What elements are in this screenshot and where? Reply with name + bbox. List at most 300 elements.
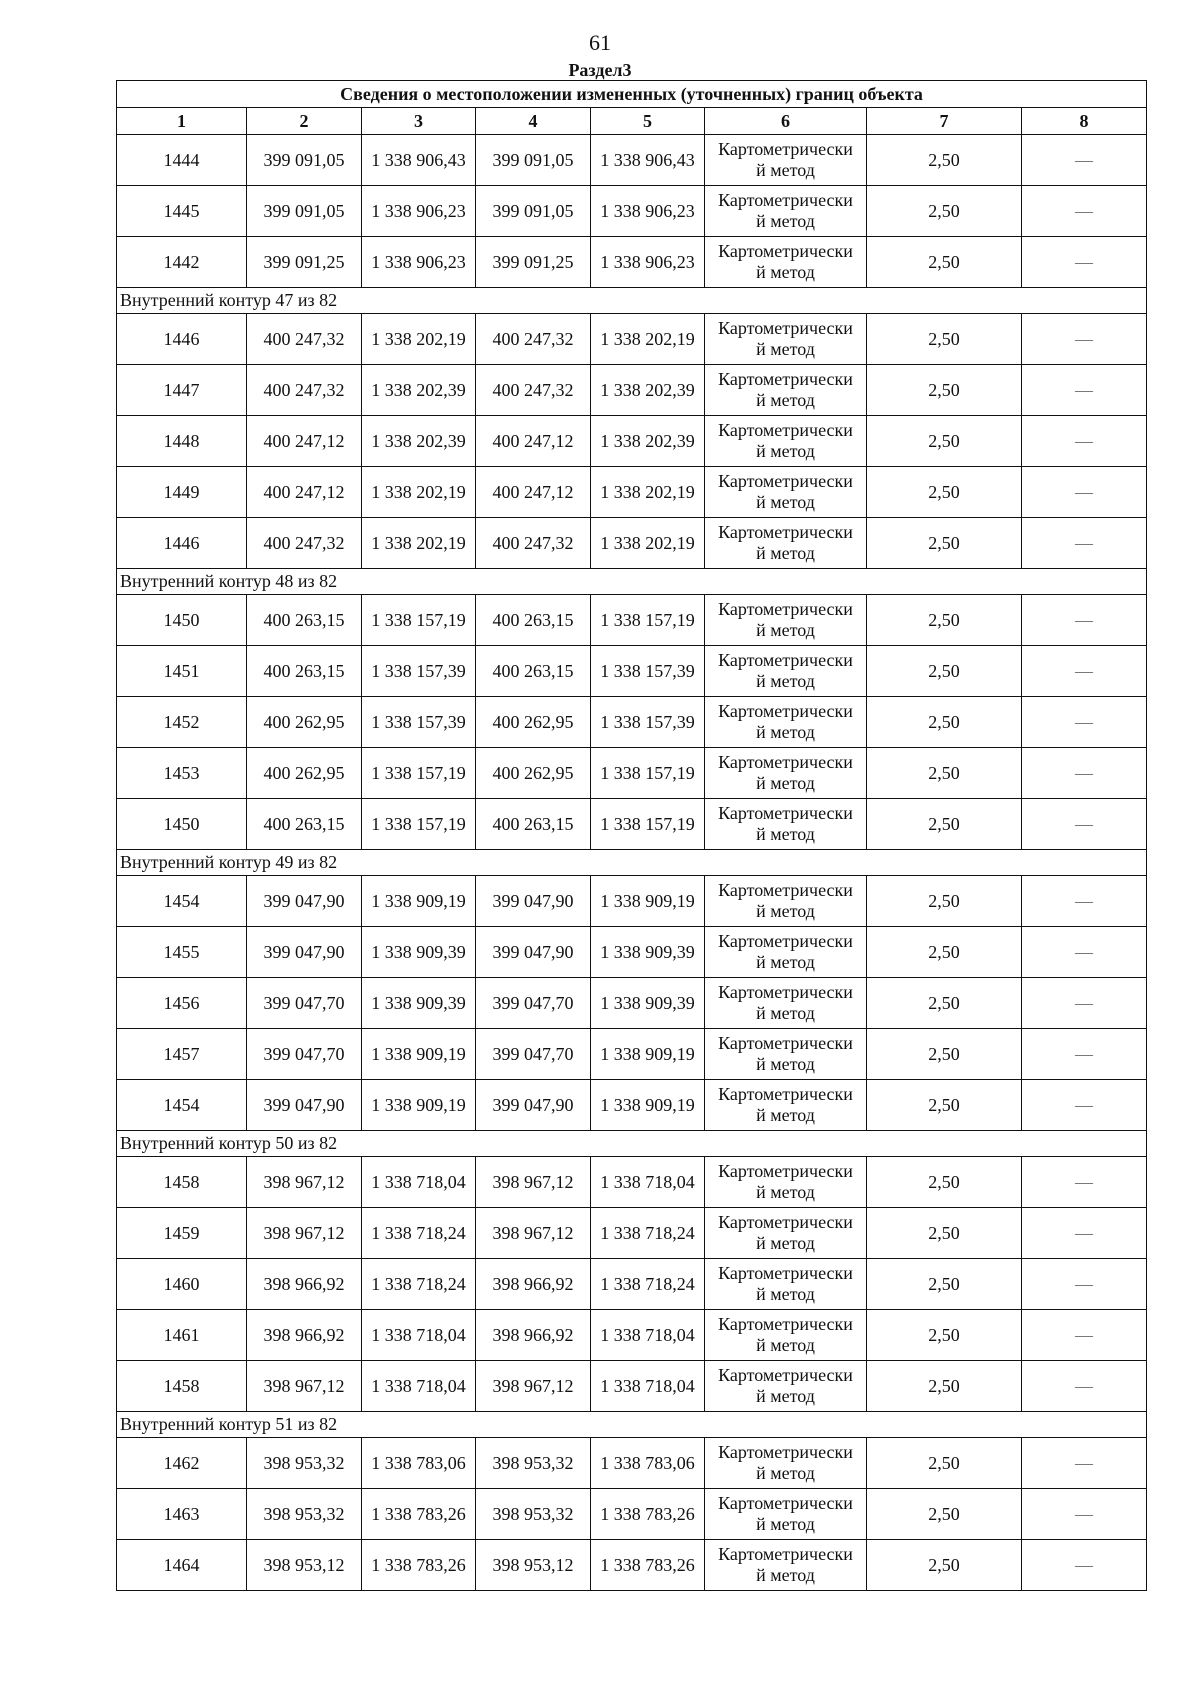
y-new-cell: 1 338 718,04 bbox=[591, 1310, 705, 1361]
description-cell: — bbox=[1022, 1080, 1147, 1131]
method-line-2: й метод bbox=[756, 160, 815, 180]
table-row bbox=[117, 927, 1147, 978]
x-existing-cell: 400 247,12 bbox=[247, 467, 362, 518]
contour-label: Внутренний контур 51 из 82 bbox=[117, 1412, 1147, 1438]
description-cell: — bbox=[1022, 1157, 1147, 1208]
x-new-cell: 400 263,15 bbox=[476, 799, 591, 850]
method-line-2: й метод bbox=[756, 543, 815, 563]
description-cell: — bbox=[1022, 876, 1147, 927]
method-cell bbox=[705, 237, 867, 288]
x-new-cell: 400 247,32 bbox=[476, 314, 591, 365]
method-line-2: й метод bbox=[756, 1054, 815, 1074]
x-existing-cell: 399 091,05 bbox=[247, 135, 362, 186]
y-new-cell: 1 338 718,04 bbox=[591, 1361, 705, 1412]
section-title: Раздел3 bbox=[568, 60, 632, 80]
method-cell bbox=[705, 748, 867, 799]
method-cell bbox=[705, 1310, 867, 1361]
x-new-cell: 400 263,15 bbox=[476, 646, 591, 697]
x-new-cell: 400 247,12 bbox=[476, 416, 591, 467]
y-existing-cell: 1 338 783,06 bbox=[362, 1438, 476, 1489]
precision-cell: 2,50 bbox=[867, 876, 1022, 927]
precision-cell: 2,50 bbox=[867, 1310, 1022, 1361]
method-line-1: Картометрически bbox=[718, 931, 853, 951]
method-line-2: й метод bbox=[756, 671, 815, 691]
method-line-1: Картометрически bbox=[718, 190, 853, 210]
contour-row bbox=[117, 1412, 1147, 1438]
point-number-cell: 1456 bbox=[117, 978, 247, 1029]
method-cell bbox=[705, 1157, 867, 1208]
point-number-cell: 1444 bbox=[117, 135, 247, 186]
y-existing-cell: 1 338 157,19 bbox=[362, 799, 476, 850]
table-row bbox=[117, 1361, 1147, 1412]
precision-cell: 2,50 bbox=[867, 1157, 1022, 1208]
method-cell bbox=[705, 595, 867, 646]
method-line-2: й метод bbox=[756, 620, 815, 640]
x-new-cell: 400 247,32 bbox=[476, 518, 591, 569]
method-line-2: й метод bbox=[756, 1386, 815, 1406]
x-existing-cell: 398 967,12 bbox=[247, 1157, 362, 1208]
point-number-cell: 1442 bbox=[117, 237, 247, 288]
column-header: 6 bbox=[705, 108, 867, 135]
y-new-cell: 1 338 718,24 bbox=[591, 1259, 705, 1310]
description-cell: — bbox=[1022, 1259, 1147, 1310]
precision-cell: 2,50 bbox=[867, 799, 1022, 850]
x-existing-cell: 398 953,32 bbox=[247, 1489, 362, 1540]
method-line-1: Картометрически bbox=[718, 369, 853, 389]
x-new-cell: 398 953,32 bbox=[476, 1489, 591, 1540]
contour-row bbox=[117, 288, 1147, 314]
method-line-2: й метод bbox=[756, 1233, 815, 1253]
x-existing-cell: 398 967,12 bbox=[247, 1208, 362, 1259]
method-line-1: Картометрически bbox=[718, 803, 853, 823]
x-existing-cell: 399 091,25 bbox=[247, 237, 362, 288]
method-line-2: й метод bbox=[756, 773, 815, 793]
method-cell bbox=[705, 1208, 867, 1259]
description-cell: — bbox=[1022, 518, 1147, 569]
table-row bbox=[117, 1310, 1147, 1361]
y-new-cell: 1 338 718,24 bbox=[591, 1208, 705, 1259]
table-caption-row bbox=[117, 81, 1147, 108]
method-line-2: й метод bbox=[756, 262, 815, 282]
method-line-2: й метод bbox=[756, 901, 815, 921]
x-existing-cell: 398 966,92 bbox=[247, 1259, 362, 1310]
y-new-cell: 1 338 783,06 bbox=[591, 1438, 705, 1489]
coordinates-table bbox=[116, 80, 1147, 1591]
point-number-cell: 1449 bbox=[117, 467, 247, 518]
y-existing-cell: 1 338 157,39 bbox=[362, 697, 476, 748]
precision-cell: 2,50 bbox=[867, 1080, 1022, 1131]
precision-cell: 2,50 bbox=[867, 237, 1022, 288]
method-line-1: Картометрически bbox=[718, 1544, 853, 1564]
point-number-cell: 1459 bbox=[117, 1208, 247, 1259]
table-row bbox=[117, 1489, 1147, 1540]
method-line-2: й метод bbox=[756, 824, 815, 844]
y-existing-cell: 1 338 202,39 bbox=[362, 365, 476, 416]
method-line-2: й метод bbox=[756, 1463, 815, 1483]
contour-label: Внутренний контур 47 из 82 bbox=[117, 288, 1147, 314]
x-existing-cell: 400 262,95 bbox=[247, 748, 362, 799]
method-cell bbox=[705, 518, 867, 569]
x-new-cell: 398 953,12 bbox=[476, 1540, 591, 1591]
table-row bbox=[117, 1029, 1147, 1080]
method-cell bbox=[705, 1080, 867, 1131]
y-existing-cell: 1 338 906,43 bbox=[362, 135, 476, 186]
table-row bbox=[117, 595, 1147, 646]
method-line-1: Картометрически bbox=[718, 599, 853, 619]
contour-row bbox=[117, 850, 1147, 876]
y-existing-cell: 1 338 909,39 bbox=[362, 978, 476, 1029]
column-header: 1 bbox=[117, 108, 247, 135]
method-line-2: й метод bbox=[756, 1182, 815, 1202]
contour-label: Внутренний контур 48 из 82 bbox=[117, 569, 1147, 595]
y-existing-cell: 1 338 718,24 bbox=[362, 1208, 476, 1259]
point-number-cell: 1446 bbox=[117, 314, 247, 365]
x-existing-cell: 398 953,12 bbox=[247, 1540, 362, 1591]
method-cell bbox=[705, 927, 867, 978]
contour-row bbox=[117, 1131, 1147, 1157]
y-new-cell: 1 338 202,19 bbox=[591, 518, 705, 569]
x-existing-cell: 398 967,12 bbox=[247, 1361, 362, 1412]
x-new-cell: 400 247,12 bbox=[476, 467, 591, 518]
point-number-cell: 1458 bbox=[117, 1157, 247, 1208]
precision-cell: 2,50 bbox=[867, 135, 1022, 186]
x-existing-cell: 400 247,32 bbox=[247, 518, 362, 569]
x-new-cell: 400 247,32 bbox=[476, 365, 591, 416]
y-new-cell: 1 338 909,39 bbox=[591, 927, 705, 978]
table-row bbox=[117, 1080, 1147, 1131]
y-existing-cell: 1 338 202,19 bbox=[362, 518, 476, 569]
precision-cell: 2,50 bbox=[867, 978, 1022, 1029]
method-line-1: Картометрически bbox=[718, 318, 853, 338]
point-number-cell: 1462 bbox=[117, 1438, 247, 1489]
method-line-2: й метод bbox=[756, 722, 815, 742]
x-new-cell: 399 047,90 bbox=[476, 1080, 591, 1131]
method-cell bbox=[705, 416, 867, 467]
precision-cell: 2,50 bbox=[867, 1438, 1022, 1489]
point-number-cell: 1460 bbox=[117, 1259, 247, 1310]
table-row bbox=[117, 697, 1147, 748]
precision-cell: 2,50 bbox=[867, 595, 1022, 646]
precision-cell: 2,50 bbox=[867, 416, 1022, 467]
table-caption: Сведения о местоположении измененных (уточненных) границ объекта bbox=[117, 81, 1147, 108]
x-new-cell: 400 263,15 bbox=[476, 595, 591, 646]
x-new-cell: 399 047,70 bbox=[476, 1029, 591, 1080]
precision-cell: 2,50 bbox=[867, 1361, 1022, 1412]
point-number-cell: 1464 bbox=[117, 1540, 247, 1591]
y-existing-cell: 1 338 783,26 bbox=[362, 1540, 476, 1591]
column-header: 5 bbox=[591, 108, 705, 135]
y-existing-cell: 1 338 718,04 bbox=[362, 1310, 476, 1361]
method-line-1: Картометрически bbox=[718, 420, 853, 440]
table-row bbox=[117, 1157, 1147, 1208]
column-header: 8 bbox=[1022, 108, 1147, 135]
method-line-1: Картометрически bbox=[718, 1033, 853, 1053]
description-cell: — bbox=[1022, 1208, 1147, 1259]
method-line-2: й метод bbox=[756, 211, 815, 231]
y-existing-cell: 1 338 157,39 bbox=[362, 646, 476, 697]
precision-cell: 2,50 bbox=[867, 1540, 1022, 1591]
method-line-2: й метод bbox=[756, 1284, 815, 1304]
description-cell: — bbox=[1022, 927, 1147, 978]
precision-cell: 2,50 bbox=[867, 365, 1022, 416]
precision-cell: 2,50 bbox=[867, 748, 1022, 799]
point-number-cell: 1451 bbox=[117, 646, 247, 697]
method-cell bbox=[705, 186, 867, 237]
method-line-1: Картометрически bbox=[718, 880, 853, 900]
method-line-2: й метод bbox=[756, 1105, 815, 1125]
point-number-cell: 1454 bbox=[117, 876, 247, 927]
precision-cell: 2,50 bbox=[867, 697, 1022, 748]
y-existing-cell: 1 338 157,19 bbox=[362, 595, 476, 646]
precision-cell: 2,50 bbox=[867, 1208, 1022, 1259]
method-cell bbox=[705, 1259, 867, 1310]
column-header: 2 bbox=[247, 108, 362, 135]
description-cell: — bbox=[1022, 365, 1147, 416]
point-number-cell: 1463 bbox=[117, 1489, 247, 1540]
description-cell: — bbox=[1022, 1489, 1147, 1540]
x-existing-cell: 400 263,15 bbox=[247, 595, 362, 646]
point-number-cell: 1453 bbox=[117, 748, 247, 799]
x-new-cell: 399 091,05 bbox=[476, 135, 591, 186]
method-cell bbox=[705, 1489, 867, 1540]
method-line-2: й метод bbox=[756, 952, 815, 972]
method-line-1: Картометрически bbox=[718, 701, 853, 721]
contour-label: Внутренний контур 49 из 82 bbox=[117, 850, 1147, 876]
method-line-2: й метод bbox=[756, 1003, 815, 1023]
precision-cell: 2,50 bbox=[867, 467, 1022, 518]
x-new-cell: 398 967,12 bbox=[476, 1157, 591, 1208]
y-new-cell: 1 338 718,04 bbox=[591, 1157, 705, 1208]
x-existing-cell: 399 047,90 bbox=[247, 927, 362, 978]
x-existing-cell: 399 047,90 bbox=[247, 876, 362, 927]
point-number-cell: 1450 bbox=[117, 595, 247, 646]
x-existing-cell: 400 262,95 bbox=[247, 697, 362, 748]
method-line-1: Картометрически bbox=[718, 1314, 853, 1334]
method-line-2: й метод bbox=[756, 1565, 815, 1585]
y-existing-cell: 1 338 906,23 bbox=[362, 237, 476, 288]
y-existing-cell: 1 338 783,26 bbox=[362, 1489, 476, 1540]
table-row bbox=[117, 186, 1147, 237]
method-cell bbox=[705, 365, 867, 416]
method-cell bbox=[705, 1029, 867, 1080]
column-header: 3 bbox=[362, 108, 476, 135]
description-cell: — bbox=[1022, 799, 1147, 850]
x-new-cell: 398 967,12 bbox=[476, 1208, 591, 1259]
table-row bbox=[117, 416, 1147, 467]
y-new-cell: 1 338 906,23 bbox=[591, 186, 705, 237]
method-line-2: й метод bbox=[756, 390, 815, 410]
description-cell: — bbox=[1022, 646, 1147, 697]
y-new-cell: 1 338 202,19 bbox=[591, 467, 705, 518]
precision-cell: 2,50 bbox=[867, 518, 1022, 569]
table-row bbox=[117, 1208, 1147, 1259]
precision-cell: 2,50 bbox=[867, 186, 1022, 237]
column-header: 7 bbox=[867, 108, 1022, 135]
method-line-1: Картометрически bbox=[718, 241, 853, 261]
y-existing-cell: 1 338 906,23 bbox=[362, 186, 476, 237]
x-existing-cell: 399 047,70 bbox=[247, 1029, 362, 1080]
method-cell bbox=[705, 314, 867, 365]
y-new-cell: 1 338 157,19 bbox=[591, 799, 705, 850]
x-existing-cell: 399 091,05 bbox=[247, 186, 362, 237]
method-cell bbox=[705, 467, 867, 518]
description-cell: — bbox=[1022, 1029, 1147, 1080]
method-line-1: Картометрически bbox=[718, 1212, 853, 1232]
x-new-cell: 398 967,12 bbox=[476, 1361, 591, 1412]
point-number-cell: 1446 bbox=[117, 518, 247, 569]
x-existing-cell: 400 263,15 bbox=[247, 799, 362, 850]
x-existing-cell: 400 247,32 bbox=[247, 365, 362, 416]
y-existing-cell: 1 338 157,19 bbox=[362, 748, 476, 799]
y-new-cell: 1 338 157,39 bbox=[591, 646, 705, 697]
x-new-cell: 399 047,90 bbox=[476, 927, 591, 978]
point-number-cell: 1461 bbox=[117, 1310, 247, 1361]
y-existing-cell: 1 338 718,04 bbox=[362, 1361, 476, 1412]
method-line-2: й метод bbox=[756, 441, 815, 461]
description-cell: — bbox=[1022, 314, 1147, 365]
method-line-1: Картометрически bbox=[718, 1161, 853, 1181]
description-cell: — bbox=[1022, 186, 1147, 237]
y-existing-cell: 1 338 718,04 bbox=[362, 1157, 476, 1208]
method-cell bbox=[705, 697, 867, 748]
precision-cell: 2,50 bbox=[867, 1029, 1022, 1080]
table-row bbox=[117, 646, 1147, 697]
description-cell: — bbox=[1022, 135, 1147, 186]
x-existing-cell: 400 263,15 bbox=[247, 646, 362, 697]
description-cell: — bbox=[1022, 1361, 1147, 1412]
method-line-1: Картометрически bbox=[718, 1493, 853, 1513]
table-header-row bbox=[117, 108, 1147, 135]
y-new-cell: 1 338 202,19 bbox=[591, 314, 705, 365]
column-header: 4 bbox=[476, 108, 591, 135]
method-line-2: й метод bbox=[756, 339, 815, 359]
x-new-cell: 399 047,90 bbox=[476, 876, 591, 927]
table-row bbox=[117, 876, 1147, 927]
y-existing-cell: 1 338 202,19 bbox=[362, 314, 476, 365]
method-line-1: Картометрически bbox=[718, 1442, 853, 1462]
table-row bbox=[117, 748, 1147, 799]
precision-cell: 2,50 bbox=[867, 314, 1022, 365]
precision-cell: 2,50 bbox=[867, 646, 1022, 697]
method-line-2: й метод bbox=[756, 1514, 815, 1534]
x-new-cell: 398 953,32 bbox=[476, 1438, 591, 1489]
method-line-1: Картометрически bbox=[718, 471, 853, 491]
x-existing-cell: 398 966,92 bbox=[247, 1310, 362, 1361]
y-new-cell: 1 338 783,26 bbox=[591, 1540, 705, 1591]
method-line-1: Картометрически bbox=[718, 982, 853, 1002]
method-line-2: й метод bbox=[756, 1335, 815, 1355]
y-new-cell: 1 338 157,19 bbox=[591, 595, 705, 646]
x-new-cell: 398 966,92 bbox=[476, 1310, 591, 1361]
method-line-2: й метод bbox=[756, 492, 815, 512]
table-row bbox=[117, 365, 1147, 416]
point-number-cell: 1457 bbox=[117, 1029, 247, 1080]
method-line-1: Картометрически bbox=[718, 1263, 853, 1283]
table-body bbox=[117, 81, 1147, 1591]
x-new-cell: 399 047,70 bbox=[476, 978, 591, 1029]
method-line-1: Картометрически bbox=[718, 1365, 853, 1385]
method-cell bbox=[705, 1438, 867, 1489]
y-existing-cell: 1 338 909,19 bbox=[362, 1029, 476, 1080]
point-number-cell: 1445 bbox=[117, 186, 247, 237]
table-row bbox=[117, 978, 1147, 1029]
table-row bbox=[117, 518, 1147, 569]
y-existing-cell: 1 338 909,19 bbox=[362, 1080, 476, 1131]
table-row bbox=[117, 799, 1147, 850]
point-number-cell: 1450 bbox=[117, 799, 247, 850]
table-row bbox=[117, 467, 1147, 518]
method-line-1: Картометрически bbox=[718, 139, 853, 159]
method-line-1: Картометрически bbox=[718, 522, 853, 542]
precision-cell: 2,50 bbox=[867, 1489, 1022, 1540]
method-cell bbox=[705, 1540, 867, 1591]
description-cell: — bbox=[1022, 467, 1147, 518]
point-number-cell: 1452 bbox=[117, 697, 247, 748]
y-new-cell: 1 338 906,23 bbox=[591, 237, 705, 288]
method-cell bbox=[705, 876, 867, 927]
table-row bbox=[117, 1259, 1147, 1310]
method-line-1: Картометрически bbox=[718, 650, 853, 670]
description-cell: — bbox=[1022, 1540, 1147, 1591]
table-row bbox=[117, 314, 1147, 365]
contour-label: Внутренний контур 50 из 82 bbox=[117, 1131, 1147, 1157]
y-new-cell: 1 338 202,39 bbox=[591, 416, 705, 467]
method-line-1: Картометрически bbox=[718, 1084, 853, 1104]
x-existing-cell: 399 047,70 bbox=[247, 978, 362, 1029]
y-existing-cell: 1 338 909,39 bbox=[362, 927, 476, 978]
method-cell bbox=[705, 646, 867, 697]
description-cell: — bbox=[1022, 1310, 1147, 1361]
x-new-cell: 400 262,95 bbox=[476, 748, 591, 799]
description-cell: — bbox=[1022, 237, 1147, 288]
y-existing-cell: 1 338 202,19 bbox=[362, 467, 476, 518]
method-cell bbox=[705, 135, 867, 186]
x-existing-cell: 398 953,32 bbox=[247, 1438, 362, 1489]
table-row bbox=[117, 1540, 1147, 1591]
point-number-cell: 1447 bbox=[117, 365, 247, 416]
table-row bbox=[117, 135, 1147, 186]
method-line-1: Картометрически bbox=[718, 752, 853, 772]
y-new-cell: 1 338 909,19 bbox=[591, 1029, 705, 1080]
x-existing-cell: 400 247,32 bbox=[247, 314, 362, 365]
method-cell bbox=[705, 1361, 867, 1412]
description-cell: — bbox=[1022, 416, 1147, 467]
point-number-cell: 1454 bbox=[117, 1080, 247, 1131]
x-existing-cell: 400 247,12 bbox=[247, 416, 362, 467]
x-new-cell: 399 091,25 bbox=[476, 237, 591, 288]
y-new-cell: 1 338 909,39 bbox=[591, 978, 705, 1029]
y-new-cell: 1 338 783,26 bbox=[591, 1489, 705, 1540]
x-existing-cell: 399 047,90 bbox=[247, 1080, 362, 1131]
y-new-cell: 1 338 157,39 bbox=[591, 697, 705, 748]
method-cell bbox=[705, 799, 867, 850]
precision-cell: 2,50 bbox=[867, 927, 1022, 978]
table-row bbox=[117, 1438, 1147, 1489]
y-new-cell: 1 338 202,39 bbox=[591, 365, 705, 416]
y-new-cell: 1 338 157,19 bbox=[591, 748, 705, 799]
x-new-cell: 400 262,95 bbox=[476, 697, 591, 748]
description-cell: — bbox=[1022, 697, 1147, 748]
y-existing-cell: 1 338 718,24 bbox=[362, 1259, 476, 1310]
precision-cell: 2,50 bbox=[867, 1259, 1022, 1310]
contour-row bbox=[117, 569, 1147, 595]
page-number: 61 bbox=[589, 30, 611, 55]
point-number-cell: 1455 bbox=[117, 927, 247, 978]
y-existing-cell: 1 338 909,19 bbox=[362, 876, 476, 927]
method-cell bbox=[705, 978, 867, 1029]
description-cell: — bbox=[1022, 595, 1147, 646]
point-number-cell: 1458 bbox=[117, 1361, 247, 1412]
